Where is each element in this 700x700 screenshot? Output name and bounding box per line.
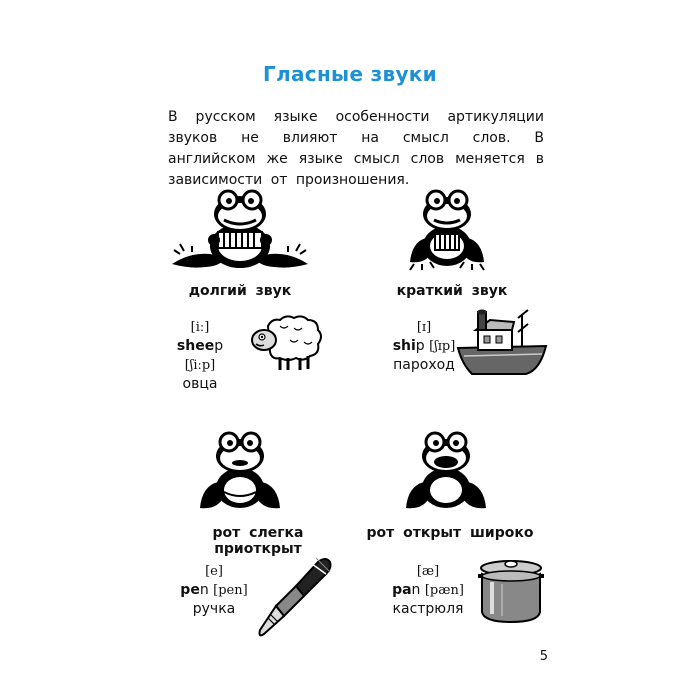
pen-icon	[252, 554, 332, 644]
page-title: Гласные звуки	[263, 62, 437, 86]
frog-long-sound-illustration	[170, 188, 310, 272]
saucepan-icon	[472, 558, 550, 628]
vowel-ipa: [ɪ]	[416, 320, 432, 335]
word-highlight: shee	[176, 338, 215, 354]
word-highlight: pe	[180, 582, 200, 598]
vowel-ipa: [æ]	[416, 564, 440, 579]
word-highlight: shi	[392, 338, 416, 354]
english-word	[174, 581, 254, 600]
english-word	[384, 337, 464, 356]
frog-short-sound-illustration	[402, 188, 492, 272]
caption-mouth-wide-open: рот открыт широко	[366, 525, 534, 541]
word-rest: n	[199, 582, 209, 598]
frog-mouth-wide-open-illustration	[402, 430, 490, 514]
steamboat-icon	[456, 308, 548, 382]
intro-paragraph: В русском языке особенности артикуляции звуков не влияют на смысл слов. В английском же языке смысл слов меняется в зависимости от произношения.	[168, 109, 544, 188]
word-translation: пароход	[393, 357, 455, 373]
caption-short-sound: краткий звук	[396, 283, 508, 299]
caption-mouth-slightly-open: рот слегка приоткрыт	[212, 525, 304, 557]
word-transcription: [pen]	[213, 583, 248, 598]
frog-mouth-slightly-open-illustration	[196, 430, 284, 514]
vowel-ipa: [iː]	[190, 320, 210, 335]
word-transcription: [pæn]	[424, 583, 464, 598]
word-rest: p	[214, 338, 224, 354]
word-translation: кастрюля	[392, 601, 464, 617]
word-rest: n	[411, 582, 421, 598]
english-word	[160, 337, 240, 375]
english-word	[380, 581, 476, 600]
sheep-icon	[250, 314, 324, 376]
word-block-pan	[380, 562, 476, 619]
word-block-sheep	[160, 318, 240, 394]
vowel-ipa: [e]	[205, 564, 223, 579]
word-highlight: pa	[392, 582, 412, 598]
page-number: 5	[539, 649, 548, 664]
word-block-pen	[174, 562, 254, 619]
word-translation: овца	[182, 376, 218, 392]
word-translation: ручка	[192, 601, 236, 617]
word-transcription: [ʃɪp]	[429, 339, 456, 354]
word-block-ship	[384, 318, 464, 375]
word-transcription: [ʃiːp]	[184, 358, 216, 373]
word-rest: p	[415, 338, 425, 354]
caption-long-sound: долгий звук	[188, 283, 292, 299]
